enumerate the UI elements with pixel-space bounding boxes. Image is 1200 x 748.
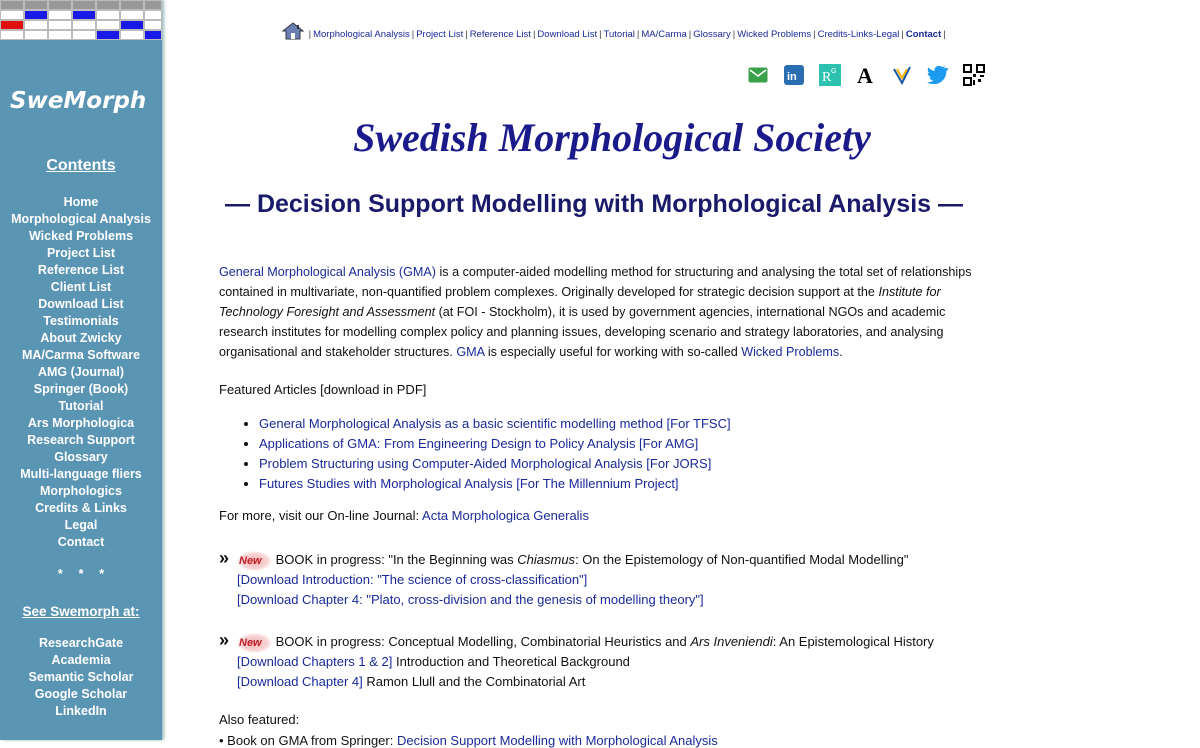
featured-article-item <box>259 414 731 434</box>
top-nav-link[interactable]: Credits-Links-Legal <box>817 29 900 40</box>
featured-article-item <box>259 454 731 474</box>
sidebar-item[interactable]: Morphological Analysis <box>11 212 151 226</box>
intro-text-1: is a computer-aided modelling method for structuring and analysing the total set of relationships contained in multivariate, non-quantified problem complexes. Originally developed for strategic decision support at the <box>219 265 972 299</box>
sidebar-item[interactable]: MA/Carma Software <box>21 348 141 362</box>
book-1-post: : On the Epistemology of Non-quantified Modal Modelling" <box>575 552 909 567</box>
institute-name: Institute for Technology Foresight and Assessment <box>219 285 941 319</box>
featured-article-link[interactable]: Problem Structuring using Computer-Aided Morphological Analysis [For JORS] <box>259 456 712 471</box>
qr-code-icon[interactable] <box>962 63 986 87</box>
also-featured-line <box>219 733 718 748</box>
bullet-icon: » <box>219 630 230 650</box>
sidebar-item[interactable]: Springer (Book) <box>33 382 129 396</box>
sidebar-item[interactable]: Tutorial <box>58 399 104 413</box>
semantic-scholar-icon[interactable] <box>890 63 914 87</box>
linkedin-icon[interactable] <box>782 63 806 87</box>
wicked-problems-link[interactable]: Wicked Problems <box>741 345 840 359</box>
intro-text-3: is especially useful for working with so-called <box>484 345 742 359</box>
header-grid-graphic <box>0 0 162 42</box>
gma-link[interactable]: General Morphological Analysis (GMA) <box>219 265 436 279</box>
book-1-download-intro[interactable]: [Download Introduction: "The science of cross-classification"] <box>237 572 588 587</box>
nav-separator: | <box>901 29 904 40</box>
intro-text-4: . <box>839 345 843 359</box>
external-profile-link[interactable]: Academia <box>51 653 111 667</box>
researchgate-icon[interactable] <box>818 63 842 87</box>
separator-stars: * * * <box>57 566 105 581</box>
sidebar-item[interactable]: About Zwicky <box>40 331 122 345</box>
intro-text-2: (at FOI - Stockholm), it is used by government agencies, international NGOs and academic research institutes for modelling complex policy and planning issues, developing scenario and strategy laboratories, and analysing organisational and stakeholder structures. <box>219 305 946 359</box>
book-2-italic: Ars Inveniendi <box>690 634 773 649</box>
nav-separator: | <box>732 29 736 40</box>
book-2-download-ch12-line <box>237 652 630 672</box>
book-1-download-chapter4[interactable]: [Download Chapter 4: "Plato, cross-division and the genesis of modelling theory"] <box>237 592 704 607</box>
sidebar-item[interactable]: Project List <box>46 246 116 260</box>
new-badge: New <box>237 633 272 653</box>
external-profiles-nav <box>0 635 162 720</box>
svg-text:G: G <box>831 68 837 75</box>
journal-link[interactable]: Acta Morphologica Generalis <box>422 508 589 523</box>
top-navigation <box>282 22 948 40</box>
top-nav-link[interactable]: Project List <box>416 29 464 40</box>
book-2-download-chapters-1-2[interactable]: [Download Chapters 1 & 2] <box>237 654 393 669</box>
sidebar-item[interactable]: Glossary <box>54 450 108 464</box>
sidebar-item[interactable]: Morphologics <box>40 484 122 498</box>
featured-article-link[interactable]: Applications of GMA: From Engineering Design to Policy Analysis [For AMG] <box>259 436 699 451</box>
sidebar-item[interactable]: Contact <box>57 535 105 549</box>
svg-text:in: in <box>787 71 797 83</box>
nav-separator: | <box>688 29 692 40</box>
featured-articles-heading: Featured Articles [download in PDF] <box>219 382 427 397</box>
page-subtitle: — Decision Support Modelling with Morphological Analysis — <box>225 190 964 218</box>
gma-short-link[interactable]: GMA <box>456 345 485 359</box>
featured-article-link[interactable]: Futures Studies with Morphological Analysis [For The Millennium Project] <box>259 476 679 491</box>
book-2-ch12-desc: Introduction and Theoretical Background <box>392 654 630 669</box>
sidebar-item[interactable]: Ars Morphologica <box>27 416 135 430</box>
book-1-italic: Chiasmus <box>517 552 576 567</box>
intro-paragraph <box>219 262 989 362</box>
new-badge: New <box>237 551 272 571</box>
sidebar-item[interactable]: Download List <box>38 297 124 311</box>
bullet-icon: » <box>219 548 230 568</box>
nav-separator: | <box>465 29 468 40</box>
top-nav-link[interactable]: Reference List <box>469 29 531 40</box>
sidebar-item[interactable]: Legal <box>64 518 98 532</box>
book-2-post: : An Epistemological History <box>772 634 934 649</box>
springer-book-link[interactable]: Decision Support Modelling with Morphological Analysis <box>396 733 718 748</box>
top-nav-link[interactable]: Glossary <box>693 29 731 40</box>
book-2-download-chapter-4[interactable]: [Download Chapter 4] <box>237 674 363 689</box>
sidebar-item[interactable]: Home <box>63 195 99 209</box>
svg-text:A: A <box>857 64 873 86</box>
nav-separator: | <box>532 29 536 40</box>
nav-separator: | <box>943 29 946 40</box>
also-featured-heading: Also featured: <box>219 712 300 727</box>
book-2-pre: BOOK in progress: Conceptual Modelling, Combinatorial Heuristics and <box>275 634 691 649</box>
top-nav-link[interactable]: Tutorial <box>603 29 635 40</box>
external-profile-link[interactable]: Semantic Scholar <box>28 670 134 684</box>
site-logo[interactable]: SweMorph <box>10 88 147 114</box>
nav-separator: | <box>636 29 640 40</box>
external-profile-link[interactable]: LinkedIn <box>55 704 107 718</box>
academia-icon[interactable] <box>854 63 878 87</box>
sidebar-item[interactable]: Testimonials <box>43 314 119 328</box>
top-nav-link[interactable]: MA/Carma <box>641 29 687 40</box>
top-nav-link[interactable]: Morphological Analysis <box>313 29 410 40</box>
book-2-ch4-desc: Ramon Llull and the Combinatorial Art <box>362 674 586 689</box>
top-nav-link[interactable]: Download List <box>537 29 598 40</box>
featured-articles-list <box>241 414 731 494</box>
sidebar-item[interactable]: Client List <box>50 280 112 294</box>
featured-article-link[interactable]: General Morphological Analysis as a basic scientific modelling method [For TFSC] <box>259 416 731 431</box>
book-2-heading <box>237 632 934 653</box>
page-title: Swedish Morphological Society <box>353 115 871 160</box>
nav-separator: | <box>813 29 816 40</box>
email-icon[interactable] <box>746 63 770 87</box>
twitter-icon[interactable] <box>926 63 950 87</box>
sidebar-nav <box>0 194 162 551</box>
home-icon[interactable] <box>282 22 304 40</box>
svg-text:R: R <box>822 70 832 85</box>
top-nav-link[interactable]: Wicked Problems <box>737 29 812 40</box>
sidebar-item[interactable]: AMG (Journal) <box>37 365 125 379</box>
sidebar-item[interactable]: Wicked Problems <box>28 229 134 243</box>
sidebar-item[interactable]: Multi-language fliers <box>20 467 142 481</box>
more-journal-line <box>219 508 589 523</box>
sidebar <box>0 0 162 740</box>
more-prefix: For more, visit our On-line Journal: <box>219 508 423 523</box>
book-1-pre: BOOK in progress: "In the Beginning was <box>275 552 518 567</box>
book-2-download-ch4-line <box>237 672 585 692</box>
sidebar-item[interactable]: Credits & Links <box>35 501 127 515</box>
top-nav-link[interactable]: Contact <box>905 29 942 40</box>
external-profile-link[interactable]: Google Scholar <box>34 687 128 701</box>
contents-heading: Contents <box>46 157 116 174</box>
also-prefix: • Book on GMA from Springer: <box>219 733 397 748</box>
nav-separator: | <box>599 29 602 40</box>
sidebar-item[interactable]: Reference List <box>37 263 125 277</box>
featured-article-item <box>259 474 731 494</box>
nav-separator: | <box>411 29 415 40</box>
social-icons <box>746 63 986 87</box>
featured-article-item <box>259 434 731 454</box>
see-swemorph-heading: See Swemorph at: <box>22 604 140 619</box>
sidebar-item[interactable]: Research Support <box>27 433 135 447</box>
book-1-heading <box>237 550 908 571</box>
external-profile-link[interactable]: ResearchGate <box>38 636 124 650</box>
nav-separator: | <box>308 29 312 40</box>
